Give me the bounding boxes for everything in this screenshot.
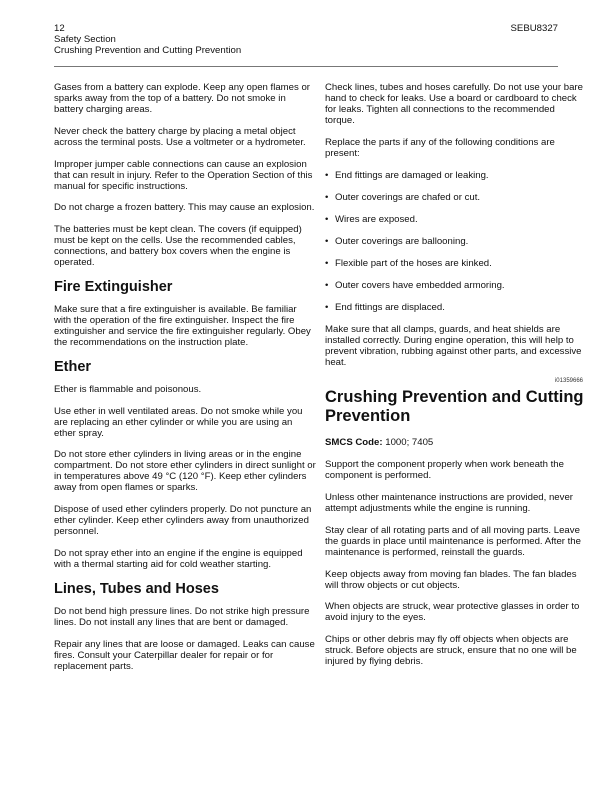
lines-paragraph: Do not bend high pressure lines. Do not strike high pressure lines. Do not install any lines that are bent or damaged. [54, 605, 310, 628]
bullet-icon: • [325, 301, 329, 313]
list-item: • End fittings are displaced. [325, 301, 445, 313]
list-item: • End fittings are damaged or leaking. [325, 169, 489, 181]
header-subsection: Crushing Prevention and Cutting Prevention [54, 45, 242, 57]
bullet-icon: • [325, 235, 329, 247]
lines-paragraph: Replace the parts if any of the following conditions are present: [325, 136, 555, 159]
list-item: • Outer coverings are chafed or cut. [325, 191, 481, 203]
battery-paragraph: Do not charge a frozen battery. This may cause an explosion. [54, 202, 315, 214]
ether-paragraph: Dispose of used ether cylinders properly. Do not puncture an ether cylinder. Keep ether cylinders away from unauthorized personnel. [54, 504, 312, 538]
bullet-icon: • [325, 191, 329, 203]
battery-paragraph: Never check the battery charge by placing a metal object across the terminal posts. Use a voltmeter or a hydrometer. [54, 125, 306, 148]
bullet-icon: • [325, 169, 329, 181]
heading-lines-tubes-hoses: Lines, Tubes and Hoses [54, 580, 219, 597]
heading-crushing-prevention: Crushing Prevention and Cutting Prevention [325, 388, 584, 425]
smcs-label: SMCS Code: [325, 437, 383, 449]
bullet-icon: • [325, 257, 329, 269]
crushing-paragraph: Stay clear of all rotating parts and of all moving parts. Leave the guards in place until maintenance is performed. After the maintenance is performed, reinstall the guards. [325, 524, 581, 558]
heading-ether: Ether [54, 358, 92, 375]
battery-paragraph: The batteries must be kept clean. The covers (if equipped) must be kept on the cells. Use the recommended cables, connections, and battery box covers when the engine is operated. [54, 224, 302, 269]
ether-paragraph: Use ether in well ventilated areas. Do not smoke while you are replacing an ether cylinder or while you are using an ether spray. [54, 405, 303, 439]
list-item: • Flexible part of the hoses are kinked. [325, 257, 492, 269]
crushing-paragraph: Keep objects away from moving fan blades. The fan blades will throw objects or cut objects. [325, 568, 577, 591]
header-divider [54, 66, 558, 67]
crushing-paragraph: Chips or other debris may fly off objects when objects are struck. Before objects are struck, ensure that no one will be injured by flying debris. [325, 634, 577, 668]
list-item: • Outer covers have embedded armoring. [325, 279, 505, 291]
list-item: • Wires are exposed. [325, 213, 418, 225]
ether-paragraph: Do not store ether cylinders in living areas or in the engine compartment. Do not store ether cylinders in direct sunlight or in temperatures above 49 °C (120 °F). Keep ether cylinders away from open flames or sparks. [54, 449, 316, 494]
list-item: • Outer coverings are ballooning. [325, 235, 469, 247]
smcs-value: 1000; 7405 [382, 437, 434, 449]
conditions-list [325, 170, 587, 313]
lines-paragraph: Check lines, tubes and hoses carefully. Do not use your bare hand to check for leaks. Use a board or cardboard to check for leaks. Tighten all connections to the recommended torque. [325, 82, 583, 126]
page-header-left [54, 23, 241, 57]
page-number: 12 [54, 23, 65, 34]
crushing-paragraph: Unless other maintenance instructions are provided, never attempt adjustments while the engine is running. [325, 491, 573, 514]
document-id: i01359666 [554, 378, 583, 385]
smcs-code [325, 437, 587, 448]
ether-paragraph: Ether is flammable and poisonous. [54, 383, 202, 395]
crushing-paragraph: When objects are struck, wear protective glasses in order to avoid injury to the eyes. [325, 601, 580, 624]
heading-fire-extinguisher: Fire Extinguisher [54, 278, 173, 295]
clamps-paragraph: Make sure that all clamps, guards, and heat shields are installed correctly. During engine operation, this will help to prevent vibration, rubbing against other parts, and excessive heat. [325, 323, 582, 368]
ether-paragraph: Do not spray ether into an engine if the engine is equipped with a thermal starting aid for cold weather starting. [54, 547, 303, 570]
bullet-icon: • [325, 279, 329, 291]
bullet-icon: • [325, 213, 329, 225]
fire-extinguisher-paragraph: Make sure that a fire extinguisher is available. Be familiar with the operation of the fire extinguisher. Inspect the fire extinguisher and service the fire extinguisher regularly. Obey the recommendations on the instruction plate. [54, 303, 311, 348]
header-section: Safety Section [54, 34, 116, 46]
lines-paragraph: Repair any lines that are loose or damaged. Leaks can cause fires. Consult your Caterpillar dealer for repair or for replacement parts. [54, 638, 315, 672]
battery-paragraph: Gases from a battery can explode. Keep any open flames or sparks away from the top of a battery. Do not smoke in battery charging areas. [54, 82, 310, 115]
battery-paragraph: Improper jumper cable connections can cause an explosion that can result in injury. Refer to the Operation Section of this manual for specific instructions. [54, 158, 313, 192]
right-column [325, 82, 587, 678]
doc-code: SEBU8327 [510, 23, 558, 34]
crushing-paragraph: Support the component properly when work beneath the component is performed. [325, 459, 564, 482]
left-column [54, 82, 316, 682]
